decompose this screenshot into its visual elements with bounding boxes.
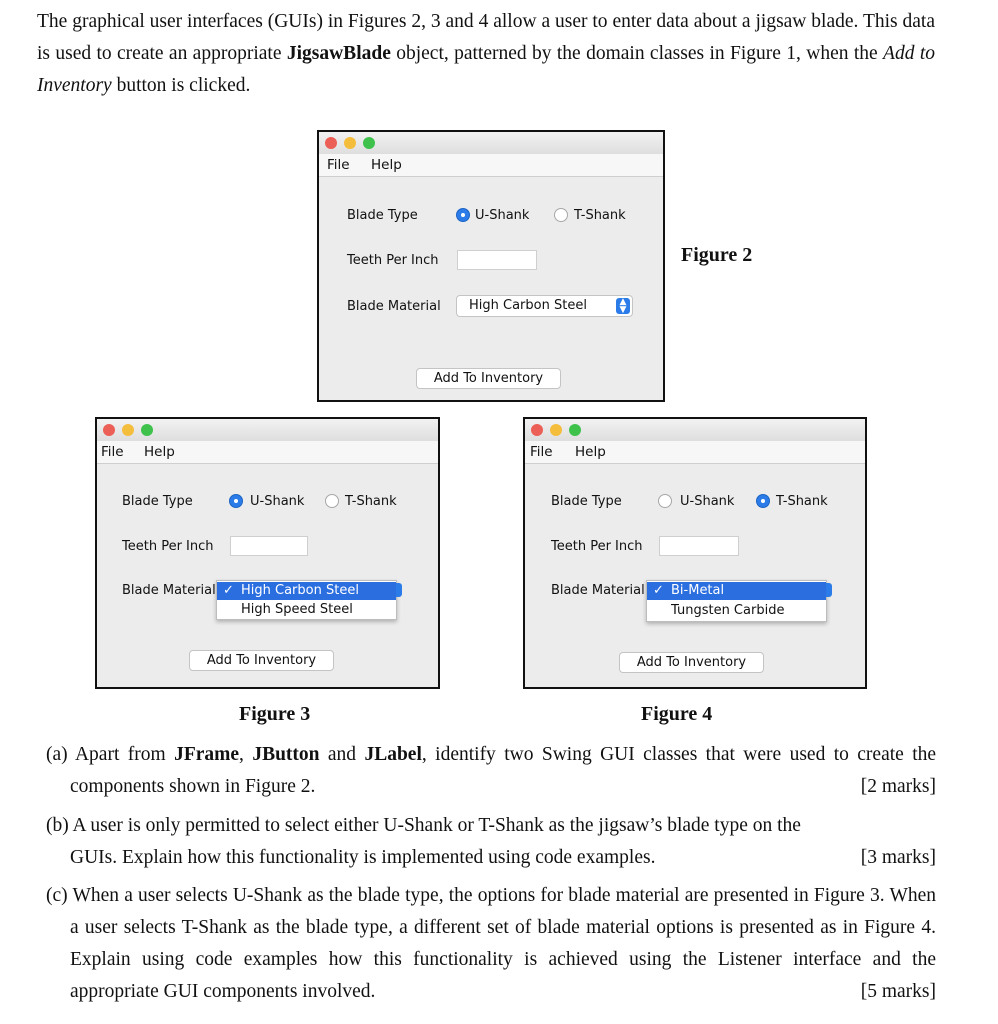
add-to-inventory-button[interactable]: Add To Inventory [416, 368, 561, 389]
close-icon[interactable] [531, 424, 543, 436]
minimize-icon[interactable] [344, 137, 356, 149]
dropdown-option-selected[interactable]: ✓ High Carbon Steel [217, 582, 396, 600]
intro-bold-class: JigsawBlade [286, 43, 391, 64]
t-shank-label[interactable]: T-Shank [345, 494, 397, 509]
question-c-marks: [5 marks] [855, 976, 936, 1008]
blade-type-label: Blade Type [122, 494, 193, 509]
t-shank-label[interactable]: T-Shank [574, 208, 626, 223]
menu-help[interactable]: Help [575, 444, 606, 460]
menu-help[interactable]: Help [144, 444, 175, 460]
teeth-per-inch-input[interactable] [230, 536, 308, 556]
intro-text-1: The graphical user interfaces (GUIs) in Figures 2, 3 and 4 allow a user to enter data about a jigsaw blade. This data is used to create an appropriate [37, 11, 935, 64]
menu-help[interactable]: Help [371, 157, 402, 173]
blade-material-select[interactable] [456, 295, 633, 317]
title-bar [97, 419, 438, 441]
u-shank-radio[interactable] [658, 494, 672, 508]
teeth-per-inch-input[interactable] [457, 250, 537, 270]
dropdown-option[interactable]: High Speed Steel [241, 602, 353, 617]
figure4-window [523, 417, 867, 689]
close-icon[interactable] [325, 137, 337, 149]
figure2-window [317, 130, 665, 402]
checkmark-icon: ✓ [223, 583, 234, 598]
select-stepper-icon: ▲ ▼ [616, 298, 630, 314]
dropdown-option[interactable]: Tungsten Carbide [671, 603, 785, 618]
checkmark-icon: ✓ [653, 583, 664, 598]
t-shank-radio[interactable] [325, 494, 339, 508]
question-b: (b) A user is only permitted to select either U-Shank or T-Shank as the jigsaw’s blade type on the GUIs. Explain how this functionality is implemented using code examples. [3 marks] [46, 810, 936, 874]
close-icon[interactable] [103, 424, 115, 436]
u-shank-label[interactable]: U-Shank [680, 494, 735, 509]
select-stepper-icon [826, 583, 832, 597]
intro-text-3: button is clicked. [111, 75, 251, 96]
teeth-per-inch-label: Teeth Per Inch [347, 253, 439, 268]
u-shank-label[interactable]: U-Shank [250, 494, 305, 509]
blade-material-label: Blade Material [347, 299, 441, 314]
teeth-per-inch-label: Teeth Per Inch [122, 539, 214, 554]
intro-text-2: object, patterned by the domain classes in Figure 1, when the [390, 43, 884, 64]
blade-type-label: Blade Type [551, 494, 622, 509]
teeth-per-inch-label: Teeth Per Inch [551, 539, 643, 554]
blade-material-value: High Carbon Steel [469, 298, 587, 313]
menu-file[interactable]: File [530, 444, 553, 460]
menu-bar [319, 154, 663, 177]
intro-italic-button: Add to Inventory [37, 43, 935, 96]
menu-file[interactable]: File [327, 157, 350, 173]
add-to-inventory-button[interactable]: Add To Inventory [619, 652, 764, 673]
menu-bar [525, 441, 865, 464]
t-shank-radio[interactable] [756, 494, 770, 508]
t-shank-label[interactable]: T-Shank [776, 494, 828, 509]
question-b-marks: [3 marks] [860, 847, 936, 868]
figure4-caption: Figure 4 [641, 703, 713, 725]
question-a: (a) Apart from JFrame, JButton and JLabel, identify two Swing GUI classes that were used to create the components shown in Figure 2. [2 marks] [46, 739, 936, 803]
minimize-icon[interactable] [550, 424, 562, 436]
dropdown-option-selected[interactable]: ✓ Bi-Metal [647, 582, 826, 600]
zoom-icon[interactable] [363, 137, 375, 149]
u-shank-label[interactable]: U-Shank [475, 208, 530, 223]
u-shank-radio[interactable] [229, 494, 243, 508]
blade-material-label: Blade Material [551, 583, 645, 598]
menu-file[interactable]: File [101, 444, 124, 460]
zoom-icon[interactable] [141, 424, 153, 436]
blade-material-label: Blade Material [122, 583, 216, 598]
zoom-icon[interactable] [569, 424, 581, 436]
minimize-icon[interactable] [122, 424, 134, 436]
t-shank-radio[interactable] [554, 208, 568, 222]
add-to-inventory-button[interactable]: Add To Inventory [189, 650, 334, 671]
figure2-caption: Figure 2 [681, 244, 753, 266]
blade-type-label: Blade Type [347, 208, 418, 223]
blade-material-dropdown[interactable] [216, 580, 397, 620]
intro-paragraph [37, 6, 935, 102]
menu-bar [97, 441, 438, 464]
select-stepper-icon [396, 583, 402, 597]
figure3-caption: Figure 3 [239, 703, 311, 725]
u-shank-radio[interactable] [456, 208, 470, 222]
teeth-per-inch-input[interactable] [659, 536, 739, 556]
figure3-window [95, 417, 440, 689]
title-bar [319, 132, 663, 154]
question-a-marks: [2 marks] [860, 776, 936, 797]
title-bar [525, 419, 865, 441]
question-c: (c) When a user selects U-Shank as the blade type, the options for blade material are presented in Figure 3. When a user selects T-Shank as the blade type, a different set of blade material options is presented as in Figure 4. Explain using code examples how this functionality is achieved using the Listener interface and the appropriate GUI components involved. [5 marks] [46, 880, 936, 1008]
blade-material-dropdown[interactable] [646, 580, 827, 622]
